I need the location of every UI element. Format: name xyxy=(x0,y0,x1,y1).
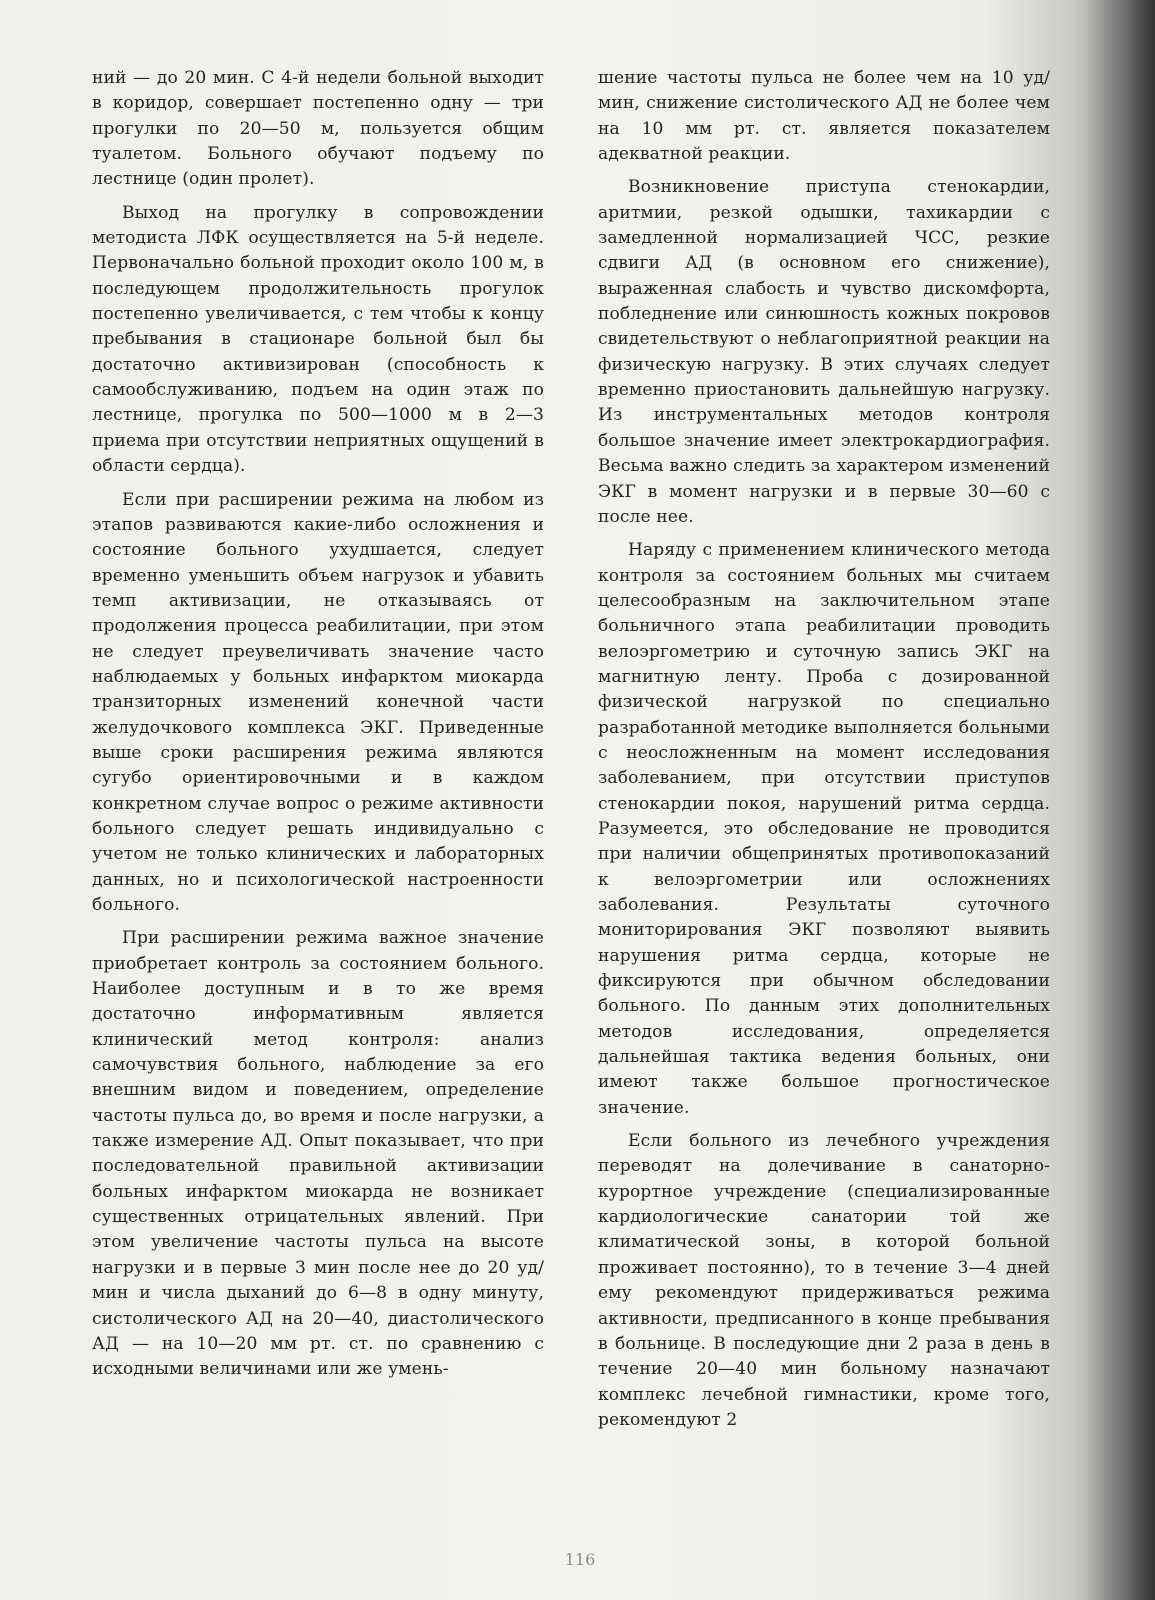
paragraph: Выход на прогулку в сопровождении методиста ЛФК осуществляется на 5-й неделе. Первоначально больной проходит около 100 м, в последующем продолжительность прогулок постепенно увеличивается, с тем чтобы к концу пребывания в стационаре больной был бы достаточно активизирован (способность к самообслуживанию, подъем на один этаж по лестнице, прогулка по 500—1000 м в 2—3 приема при отсутствии неприятных ощущений в области сердца). xyxy=(92,202,544,477)
paragraph: При расширении режима важное значение приобретает контроль за состоянием больного. Наиболее доступным и в то же время достаточно информативным является клинический метод контроля: анализ самочувствия больного, наблюдение за его внешним видом и поведением, определение частоты пульса до, во время и после нагрузки, а также измерение АД. Опыт показывает, что при последовательной правильной активизации больных инфарктом миокарда не возникает существенных отрицательных явлений. При этом увеличение частоты пульса на высоте нагрузки и в первые 3 мин после нее до 20 уд/мин и числа дыханий до 6—8 в одну минуту, систолического АД на 20—40, диастолического АД — на 10—20 мм рт. ст. по сравнению с исходными величинами или же умень- xyxy=(92,928,544,1380)
left-text-column xyxy=(92,66,544,1383)
paragraph-continuation: шение частоты пульса не более чем на 10 уд/мин, снижение систолического АД не более чем на 10 мм рт. ст. является показателем адекватной реакции. xyxy=(598,68,1050,165)
page-number: 116 xyxy=(564,1550,596,1569)
paragraph: Если больного из лечебного учреждения переводят на долечивание в санаторно-курортное учреждение (специализированные кардиологические санатории той же климатической зоны, в которой больной проживает постоянно), то в течение 3—4 дней ему рекомендуют придерживаться режима активности, предписанного в конце пребывания в больнице. В последующие дни 2 раза в день в течение 20—40 мин больному назначают комплекс лечебной гимнастики, кроме того, рекомендуют 2 xyxy=(598,1131,1050,1430)
paragraph: Возникновение приступа стенокардии, аритмии, резкой одышки, тахикардии с замедленной нормализацией ЧСС, резкие сдвиги АД (в основном его снижение), выраженная слабость и чувство дискомфорта, побледнение или синюшность кожных покровов свидетельствуют о неблагоприятной реакции на физическую нагрузку. В этих случаях следует временно приостановить дальнейшую нагрузку. Из инструментальных методов контроля большое значение имеет электрокардиография. Весьма важно следить за характером изменений ЭКГ в момент нагрузки и в первые 30—60 с после нее. xyxy=(598,177,1050,527)
paragraph: Если при расширении режима на любом из этапов развиваются какие-либо осложнения и состояние больного ухудшается, следует временно уменьшить объем нагрузок и убавить темп активизации, не отказываясь от продолжения процесса реабилитации, при этом не следует преувеличивать значение часто наблюдаемых у больных инфарктом миокарда транзиторных изменений конечной части желудочкового комплекса ЭКГ. Приведенные выше сроки расширения режима являются сугубо ориентировочными и в каждом конкретном случае вопрос о режиме активности больного следует решать индивидуально с учетом не только клинических и лабораторных данных, но и психологической настроенности больного. xyxy=(92,489,544,915)
paragraph: Наряду с применением клинического метода контроля за состоянием больных мы считаем целесообразным на заключительном этапе больничного этапа реабилитации проводить велоэргометрию и суточную запись ЭКГ на магнитную ленту. Проба с дозированной физической нагрузкой по специально разработанной методике выполняется больными с неосложненным на момент исследования заболеванием, при отсутствии приступов стенокардии покоя, нарушений ритма сердца. Разумеется, это обследование не проводится при наличии общепринятых противопоказаний к велоэргометрии или осложнениях заболевания. Результаты суточного мониторирования ЭКГ позволяют выявить нарушения ритма сердца, которые не фиксируются при обычном обследовании больного. По данным этих дополнительных методов исследования, определяется дальнейшая тактика ведения больных, они имеют также большое прогностическое значение. xyxy=(598,540,1050,1118)
right-text-column xyxy=(598,66,1050,1433)
paragraph-continuation: ний — до 20 мин. С 4-й недели больной выходит в коридор, совершает постепенно одну — три прогулки по 20—50 м, пользуется общим туалетом. Больного обучают подъему по лестнице (один пролет). xyxy=(92,68,544,190)
book-spine-shadow xyxy=(1085,0,1155,1600)
